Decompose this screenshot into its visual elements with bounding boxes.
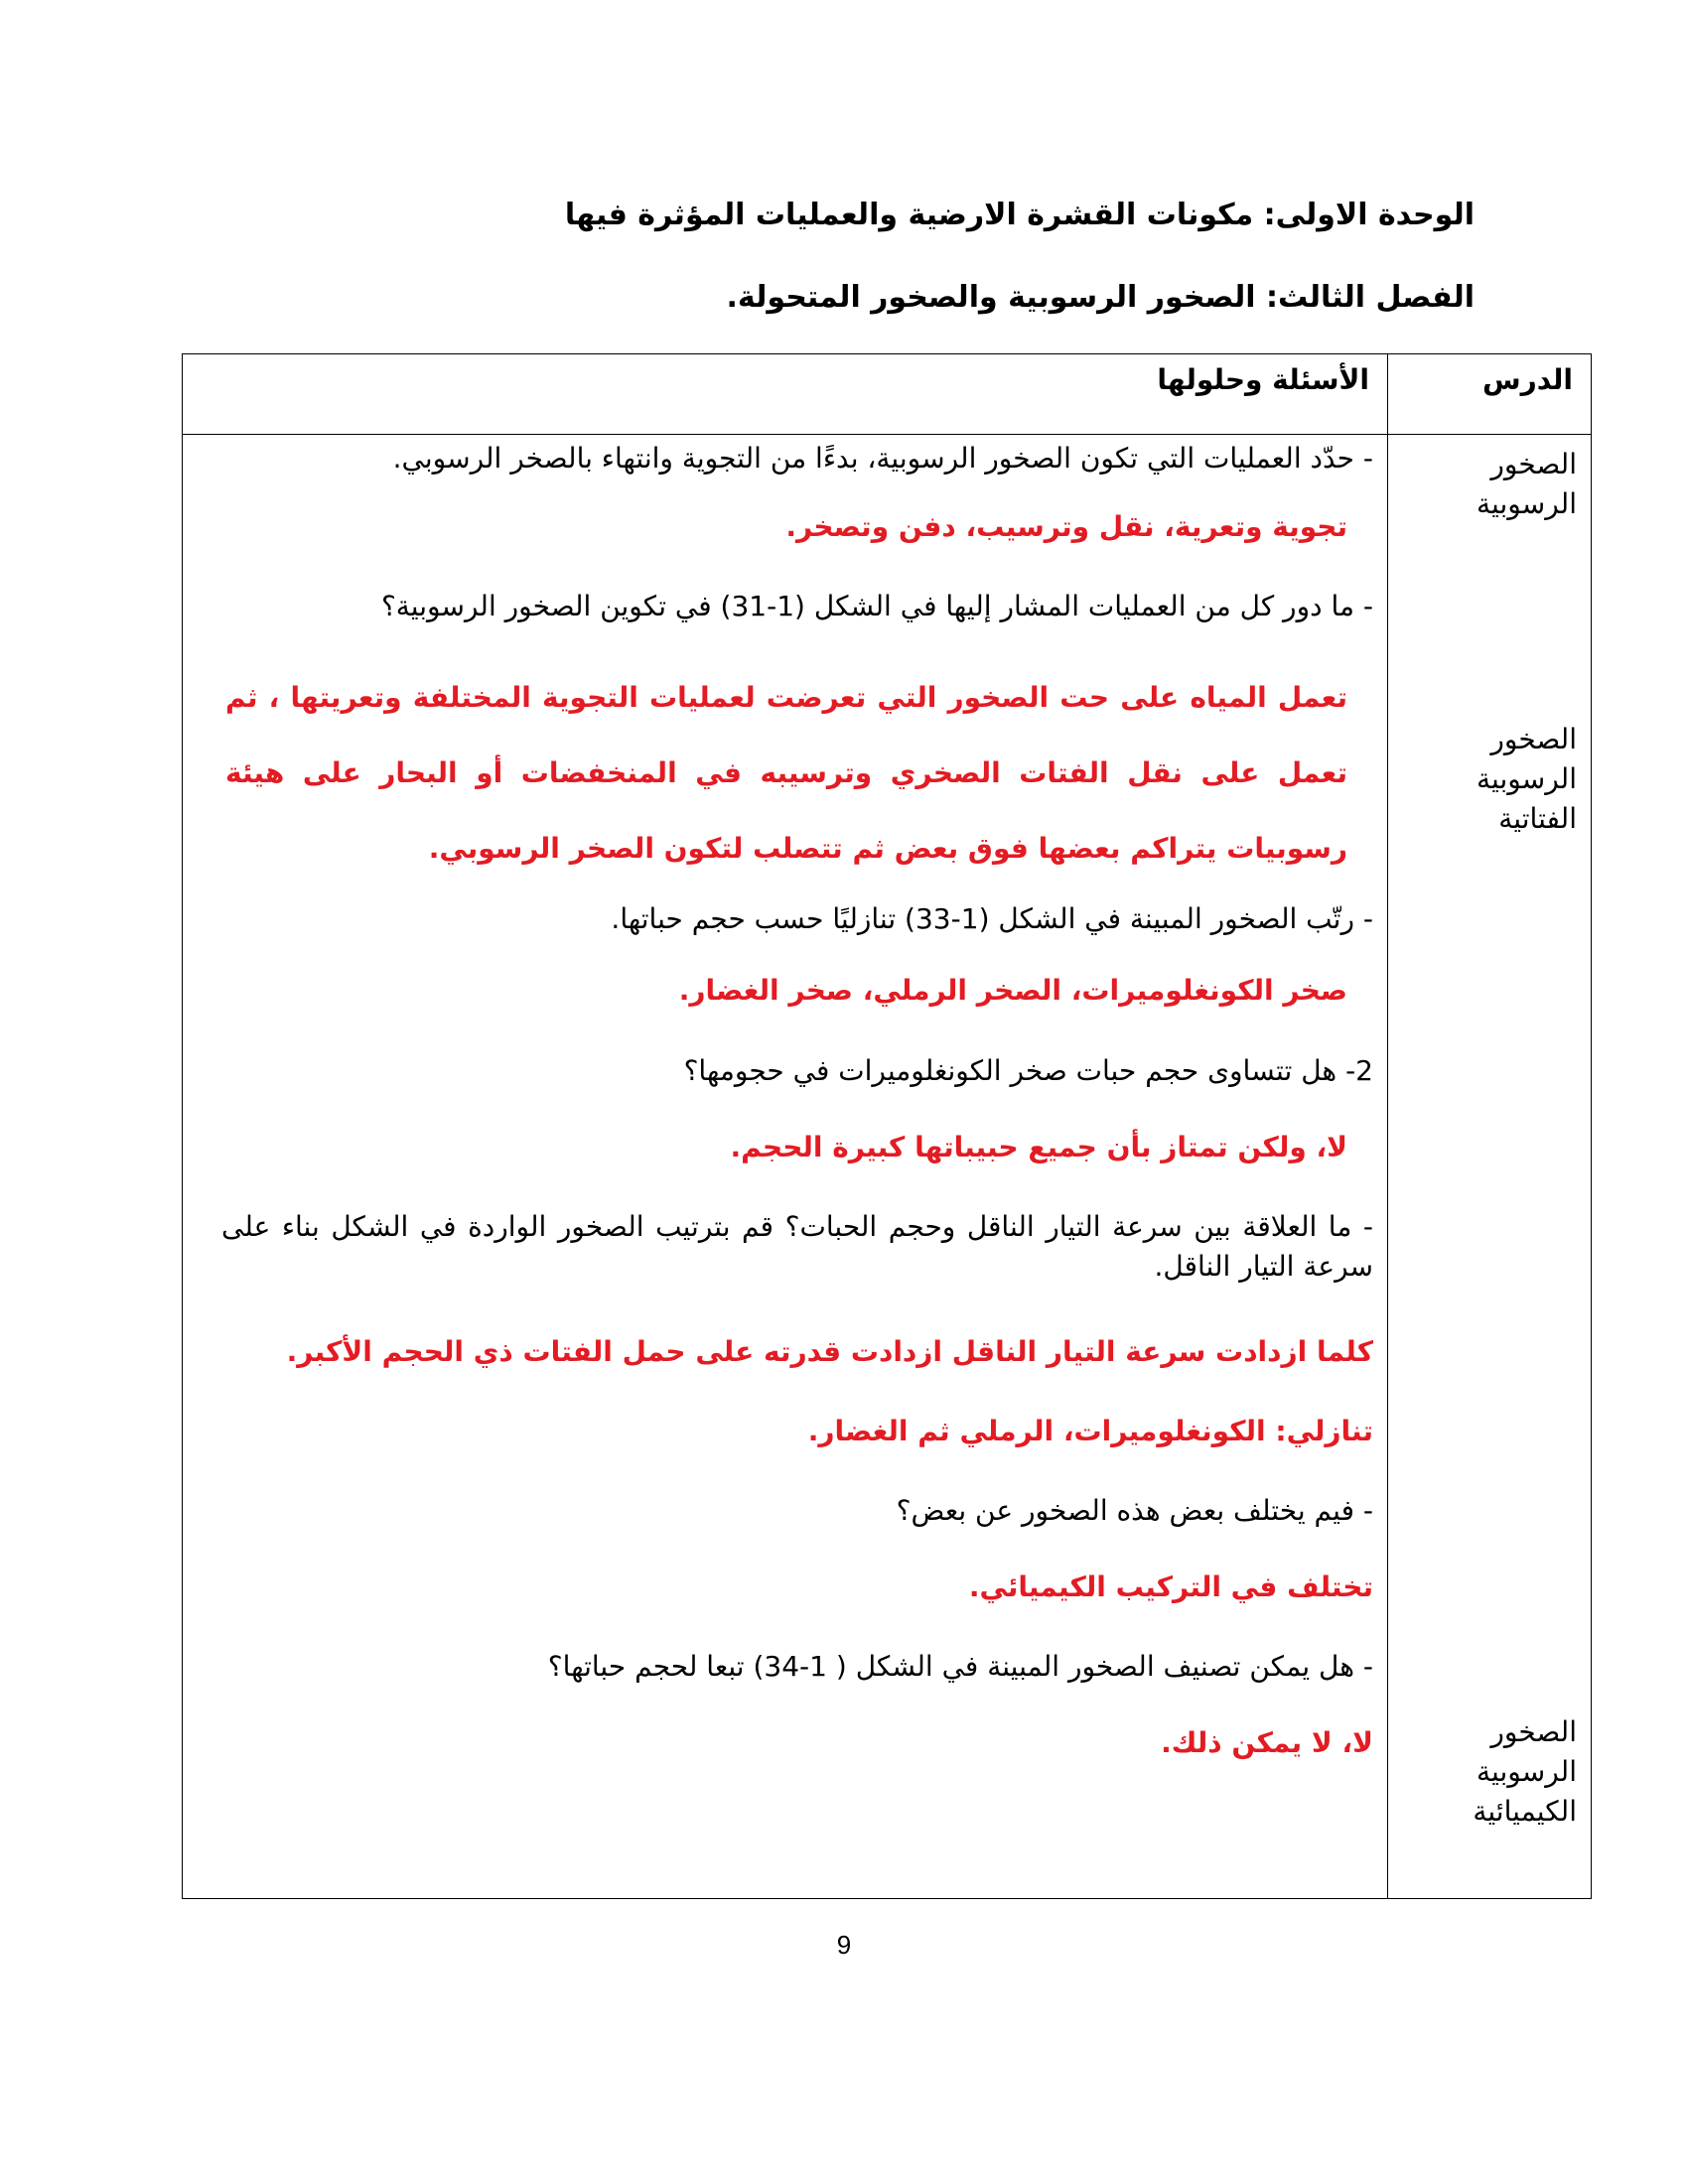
answer-7: لا، لا يمكن ذلك. xyxy=(1161,1726,1373,1759)
answer-5-order: تنازلي: الكونغلوميرات، الرملي ثم الغضار. xyxy=(807,1415,1373,1447)
header-lesson: الدرس xyxy=(1481,363,1573,396)
header-qa: الأسئلة وحلولها xyxy=(1157,363,1369,396)
page-number: 9 xyxy=(836,1930,852,1960)
question-4: 2- هل تتساوى حجم حبات صخر الكونغلوميرات في حجومها؟ xyxy=(683,1054,1373,1087)
table-header-row xyxy=(183,354,1592,435)
question-5: - ما العلاقة بين سرعة التيار الناقل وحجم الحبات؟ قم بترتيب الصخور الواردة في الشكل بناء على سرعة التيار الناقل. xyxy=(221,1210,1373,1283)
question-2: - ما دور كل من العمليات المشار إليها في الشكل (1-31) في تكوين الصخور الرسوبية؟ xyxy=(380,590,1373,622)
header-qa-cell xyxy=(183,354,1388,435)
answer-4: لا، ولكن تمتاز بأن جميع حبيباتها كبيرة الحجم. xyxy=(730,1131,1347,1163)
unit-title: الوحدة الاولى: مكونات القشرة الارضية والعمليات المؤثرة فيها xyxy=(564,198,1475,232)
question-6: - فيم يختلف بعض هذه الصخور عن بعض؟ xyxy=(896,1494,1373,1527)
answer-5: كلما ازدادت سرعة التيار الناقل ازدادت قدرته على حمل الفتات ذي الحجم الأكبر. xyxy=(286,1335,1373,1368)
answer-2: تعمل المياه على حت الصخور التي تعرضت لعمليات التجوية المختلفة وتعريتها ، ثم تعمل على نقل الفتات الصخري وترسيبه في المنخفضات أو البحار على هيئة رسوبيات يتراكم بعضها فوق بعض ثم تتصلب لتكون الصخر الرسوبي. xyxy=(225,681,1347,865)
question-7: - هل يمكن تصنيف الصخور المبينة في الشكل ( 1-34) تبعا لحجم حباتها؟ xyxy=(547,1650,1373,1683)
header-lesson-cell xyxy=(1388,354,1592,435)
answer-6: تختلف في التركيب الكيميائي. xyxy=(968,1570,1373,1603)
lessons-table xyxy=(182,353,1592,1899)
question-1: - حدّد العمليات التي تكون الصخور الرسوبية، بدءًا من التجوية وانتهاء بالصخر الرسوبي. xyxy=(392,442,1373,475)
table-body-row xyxy=(183,435,1592,1899)
lesson-clastic-sedimentary-rocks: الصخور الرسوبية الفتاتية xyxy=(1477,723,1577,835)
lesson-chemical-sedimentary-rocks: الصخور الرسوبية الكيميائية xyxy=(1473,1715,1577,1828)
answer-1: تجوية وتعرية، نقل وترسيب، دفن وتصخر. xyxy=(785,510,1347,543)
answer-3: صخر الكونغلوميرات، الصخر الرملي، صخر الغضار. xyxy=(678,974,1347,1007)
chapter-title: الفصل الثالث: الصخور الرسوبية والصخور المتحولة. xyxy=(726,280,1475,315)
lesson-sedimentary-rocks: الصخور الرسوبية xyxy=(1477,448,1577,520)
qa-column xyxy=(183,435,1388,1899)
question-3: - رتّب الصخور المبينة في الشكل (1-33) تنازليًا حسب حجم حباتها. xyxy=(611,902,1373,935)
lesson-column xyxy=(1388,435,1592,1899)
